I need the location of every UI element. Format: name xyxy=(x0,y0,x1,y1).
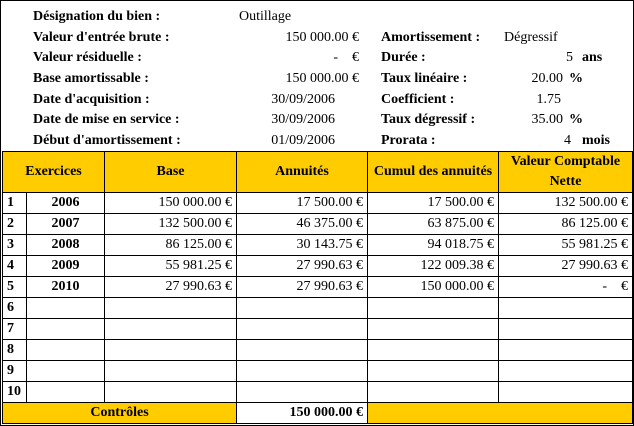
row-cumul[interactable] xyxy=(368,361,499,382)
row-base[interactable] xyxy=(105,319,237,340)
row-vcn[interactable]: 86 125.00 € xyxy=(499,214,633,235)
controls-row xyxy=(3,403,633,424)
duration-value[interactable]: 5 xyxy=(566,50,573,65)
entry-value-value[interactable]: 150 000.00 € xyxy=(285,30,359,45)
row-annuite[interactable] xyxy=(237,298,368,319)
table-row xyxy=(3,277,633,298)
controls-total[interactable]: 150 000.00 € xyxy=(237,403,368,424)
row-index: 2 xyxy=(3,214,27,235)
row-year[interactable] xyxy=(27,340,105,361)
row-base[interactable]: 27 990.63 € xyxy=(105,277,237,298)
row-vcn[interactable]: 132 500.00 € xyxy=(499,193,633,214)
row-year[interactable] xyxy=(27,298,105,319)
amortization-type-value[interactable]: Dégressif xyxy=(504,30,558,45)
row-annuite[interactable]: 46 375.00 € xyxy=(237,214,368,235)
row-cumul[interactable]: 150 000.00 € xyxy=(368,277,499,298)
row-index: 10 xyxy=(3,382,27,403)
duration-label: Durée : xyxy=(381,50,426,65)
row-year[interactable] xyxy=(27,319,105,340)
header-vcn: Valeur Comptable Nette xyxy=(499,152,633,193)
row-index: 7 xyxy=(3,319,27,340)
controls-fill xyxy=(368,403,633,424)
amortization-table xyxy=(2,151,633,424)
row-index: 3 xyxy=(3,235,27,256)
linear-rate-label: Taux linéaire : xyxy=(381,71,468,86)
degressive-rate-label: Taux dégressif : xyxy=(381,112,476,127)
header-annuites: Annuités xyxy=(237,152,368,193)
row-annuite[interactable]: 27 990.63 € xyxy=(237,256,368,277)
row-base[interactable] xyxy=(105,382,237,403)
row-index: 5 xyxy=(3,277,27,298)
acquisition-date-value[interactable]: 30/09/2006 xyxy=(271,92,335,107)
row-vcn[interactable]: - € xyxy=(499,277,633,298)
row-annuite[interactable]: 27 990.63 € xyxy=(237,277,368,298)
row-base[interactable]: 132 500.00 € xyxy=(105,214,237,235)
prorata-label: Prorata : xyxy=(381,133,436,148)
row-cumul[interactable] xyxy=(368,319,499,340)
table-row xyxy=(3,193,633,214)
row-annuite[interactable] xyxy=(237,382,368,403)
controls-label: Contrôles xyxy=(3,403,237,424)
start-date-value[interactable]: 01/09/2006 xyxy=(271,133,335,148)
table-row xyxy=(3,361,633,382)
row-base[interactable]: 86 125.00 € xyxy=(105,235,237,256)
designation-label: Désignation du bien : xyxy=(33,9,161,24)
row-cumul[interactable]: 94 018.75 € xyxy=(368,235,499,256)
table-row xyxy=(3,256,633,277)
info-row-service xyxy=(1,109,633,130)
amortization-type-label: Amortissement : xyxy=(381,30,481,45)
row-annuite[interactable] xyxy=(237,319,368,340)
coefficient-label: Coefficient : xyxy=(381,92,455,107)
row-base[interactable] xyxy=(105,298,237,319)
header-base: Base xyxy=(105,152,237,193)
header-cumul: Cumul des annuités xyxy=(368,152,499,193)
row-index: 8 xyxy=(3,340,27,361)
row-cumul[interactable] xyxy=(368,340,499,361)
row-vcn[interactable] xyxy=(499,382,633,403)
linear-rate-unit: % xyxy=(569,71,583,86)
row-annuite[interactable] xyxy=(237,361,368,382)
row-vcn[interactable] xyxy=(499,361,633,382)
row-year[interactable] xyxy=(27,382,105,403)
row-base[interactable] xyxy=(105,361,237,382)
row-cumul[interactable]: 17 500.00 € xyxy=(368,193,499,214)
acquisition-date-label: Date d'acquisition : xyxy=(33,92,150,107)
prorata-value[interactable]: 4 xyxy=(564,133,571,148)
table-row xyxy=(3,340,633,361)
row-index: 9 xyxy=(3,361,27,382)
row-cumul[interactable] xyxy=(368,382,499,403)
row-index: 1 xyxy=(3,193,27,214)
row-year[interactable]: 2010 xyxy=(27,277,105,298)
service-date-value[interactable]: 30/09/2006 xyxy=(271,112,335,127)
base-label: Base amortissable : xyxy=(33,71,149,86)
table-row xyxy=(3,298,633,319)
table-row xyxy=(3,214,633,235)
info-row-acquisition xyxy=(1,89,633,110)
info-row-residual xyxy=(1,47,633,68)
row-annuite[interactable]: 17 500.00 € xyxy=(237,193,368,214)
duration-unit: ans xyxy=(582,50,603,65)
row-year[interactable]: 2006 xyxy=(27,193,105,214)
row-year[interactable] xyxy=(27,361,105,382)
row-annuite[interactable]: 30 143.75 € xyxy=(237,235,368,256)
table-header-row xyxy=(3,152,633,193)
row-cumul[interactable]: 122 009.38 € xyxy=(368,256,499,277)
asset-info-panel xyxy=(1,1,633,151)
row-base[interactable] xyxy=(105,340,237,361)
prorata-unit: mois xyxy=(582,133,610,148)
table-row xyxy=(3,319,633,340)
coefficient-value[interactable]: 1.75 xyxy=(536,92,561,107)
start-date-label: Début d'amortissement : xyxy=(33,133,181,148)
row-vcn[interactable] xyxy=(499,319,633,340)
base-value[interactable]: 150 000.00 € xyxy=(285,71,359,86)
row-vcn[interactable] xyxy=(499,298,633,319)
residual-value-label: Valeur résiduelle : xyxy=(33,50,142,65)
row-year[interactable]: 2008 xyxy=(27,235,105,256)
degressive-rate-unit: % xyxy=(569,112,583,127)
row-cumul[interactable] xyxy=(368,298,499,319)
row-index: 6 xyxy=(3,298,27,319)
residual-value-value[interactable]: - € xyxy=(333,50,359,65)
degressive-rate-value[interactable]: 35.00 xyxy=(531,112,563,127)
table-row xyxy=(3,235,633,256)
row-cumul[interactable]: 63 875.00 € xyxy=(368,214,499,235)
row-base[interactable]: 150 000.00 € xyxy=(105,193,237,214)
entry-value-label: Valeur d'entrée brute : xyxy=(33,30,170,45)
table-row xyxy=(3,382,633,403)
linear-rate-value[interactable]: 20.00 xyxy=(531,71,563,86)
info-row-start xyxy=(1,130,633,151)
row-year[interactable]: 2009 xyxy=(27,256,105,277)
row-vcn[interactable]: 27 990.63 € xyxy=(499,256,633,277)
row-vcn[interactable] xyxy=(499,340,633,361)
row-base[interactable]: 55 981.25 € xyxy=(105,256,237,277)
info-row-designation xyxy=(1,6,633,27)
designation-value[interactable]: Outillage xyxy=(239,9,292,24)
row-vcn[interactable]: 55 981.25 € xyxy=(499,235,633,256)
info-row-base xyxy=(1,68,633,89)
row-index: 4 xyxy=(3,256,27,277)
info-row-entry-value xyxy=(1,27,633,48)
row-annuite[interactable] xyxy=(237,340,368,361)
service-date-label: Date de mise en service : xyxy=(33,112,180,127)
header-exercices: Exercices xyxy=(3,152,105,193)
row-year[interactable]: 2007 xyxy=(27,214,105,235)
